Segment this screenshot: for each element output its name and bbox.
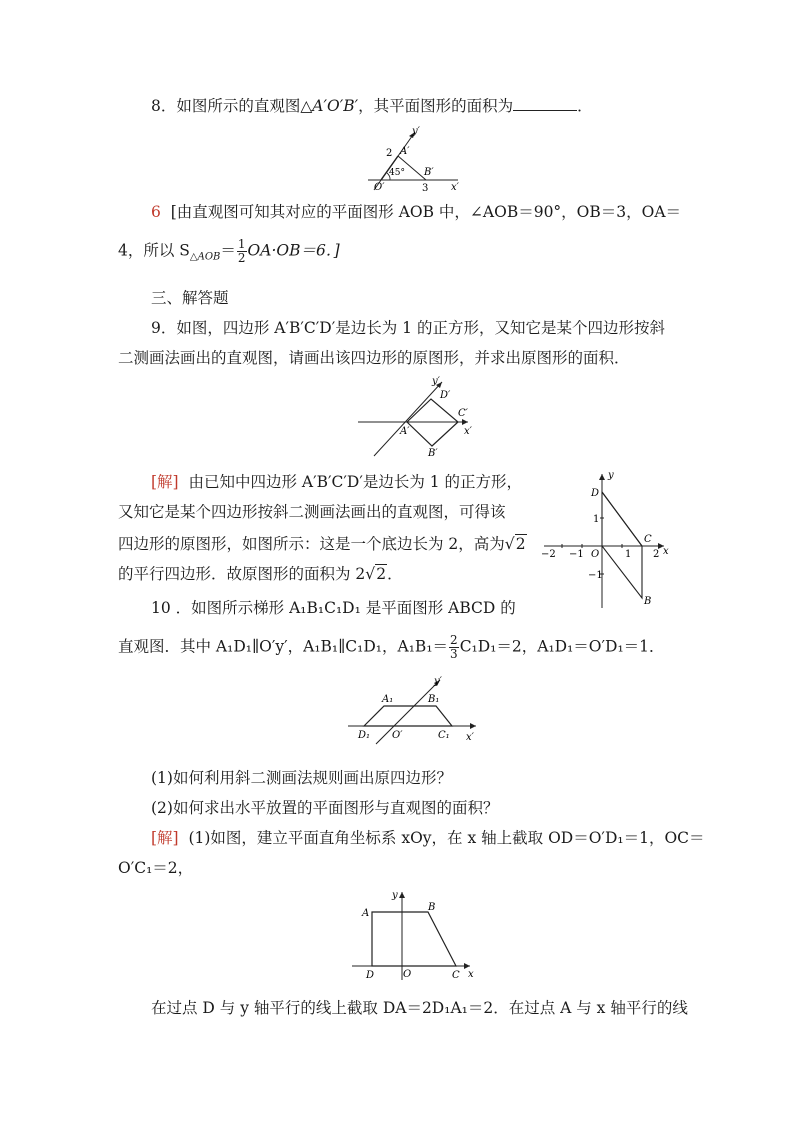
q8-fig-a-label: A′	[400, 146, 410, 157]
q9-solution-line3: 四边形的原图形，如图所示：这是一个底边长为 2，高为√2	[118, 535, 526, 553]
q8-solution-line2: 4，所以 $S_{\triangle AOB}=$ $\frac{1}{2}$ OA·OB＝6．]	[118, 237, 340, 265]
q8-figure	[360, 126, 470, 192]
q10-solution-line3: 在过点 D 与 y 轴平行的线上截取 DA＝2D₁A₁＝2．在过点 A 与 x 轴平行的线	[151, 999, 688, 1017]
q8-fig-y-label: y′	[412, 126, 420, 137]
q10-fig-x-label: x′	[466, 732, 474, 743]
q9-sol-fig-1-label: 1	[593, 514, 600, 525]
q9-solution-line4: 的平行四边形．故原图形的面积为 2√2．	[118, 565, 403, 583]
q8-fig-o-label: O′	[374, 182, 385, 193]
q10-sol-fig-x-label: x	[468, 969, 474, 980]
q10-figure	[344, 674, 484, 746]
q9-fig-b-label: B′	[428, 448, 438, 459]
q10-fig-o-label: O′	[392, 730, 403, 741]
q9-sol-fig-p1-label: 1	[625, 549, 632, 560]
q10-stem-line2: 直观图．其中 A₁D₁∥O′y′，A₁B₁∥C₁D₁，A₁B₁＝ $\frac{2}{3}$ C₁D₁＝2，A₁D₁＝O′D₁＝1．	[118, 633, 665, 661]
fraction-half: $\frac{1}{2}$	[237, 237, 246, 265]
q10-fig-d-label: D₁	[358, 730, 371, 741]
q10-solution-figure	[346, 886, 480, 982]
q10-sol-fig-d-label: D	[366, 970, 375, 981]
q10-sol-fig-y-label: y	[392, 890, 398, 901]
q9-stem-line1: 9．如图，四边形 A′B′C′D′是边长为 1 的正方形，又知它是某个四边形按斜	[151, 319, 665, 337]
q8-number: 8．	[151, 97, 177, 115]
q10-sol-fig-a-label: A	[362, 908, 370, 919]
q9-sol-fig-m1-label: −1	[569, 549, 584, 560]
q10-fig-a-label: A₁	[382, 694, 394, 705]
q9-solution-tag: [解]	[151, 473, 179, 491]
sqrt-symbol: √2	[504, 535, 526, 553]
q9-solution-line2: 又知它是某个四边形按斜二测画法画出的直观图，可得该	[118, 503, 506, 521]
q10-fig-y-label: y′	[434, 676, 442, 687]
q9-sol-fig-m2-label: −2	[541, 549, 556, 560]
q10-solution-tag: [解]	[151, 829, 179, 847]
q9-solution-figure	[538, 466, 674, 612]
q9-fig-c-label: C′	[458, 408, 468, 419]
q10-sol-fig-c-label: C	[452, 970, 460, 981]
q9-sol-fig-x-label: x	[663, 546, 669, 557]
q10-sol-fig-o-label: O	[403, 969, 412, 980]
q9-sol-fig-c-label: C	[644, 534, 652, 545]
q8-solution-line1: 6 [由直观图可知其对应的平面图形 AOB 中，∠AOB＝90°，OB＝3，OA＝	[151, 203, 682, 221]
q9-sol-fig-p2-label: 2	[653, 549, 660, 560]
q8-fig-2-label: 2	[386, 148, 393, 159]
q8-fig-x-label: x′	[451, 182, 459, 193]
q10-stem-line1: 10 ．如图所示梯形 A₁B₁C₁D₁ 是平面图形 ABCD 的	[151, 599, 516, 617]
q10-sol-fig-b-label: B	[428, 902, 436, 913]
q9-fig-d-label: D′	[440, 390, 451, 401]
sqrt-symbol: √2	[365, 565, 387, 583]
q10-fig-b-label: B₁	[428, 694, 440, 705]
q8-stem: 8．如图所示的直观图△A′O′B′，其平面图形的面积为 ．	[151, 97, 593, 115]
q9-stem-line2: 二测画法画出的直观图，请画出该四边形的原图形，并求出原图形的面积．	[118, 349, 630, 367]
q9-fig-a-label: A′	[400, 426, 410, 437]
q10-solution-line1: [解] (1)如图，建立平面直角坐标系 xOy，在 x 轴上截取 OD＝O′D₁＝1，OC＝	[151, 829, 705, 847]
q9-fig-y-label: y′	[432, 376, 440, 387]
q9-fig-x-label: x′	[464, 426, 472, 437]
answer-blank	[513, 96, 577, 111]
q8-fig-3-label: 3	[422, 183, 429, 194]
q10-fig-c-label: C₁	[438, 730, 450, 741]
q10-solution-line2: O′C₁＝2，	[118, 859, 194, 877]
section-title: 三、解答题	[151, 289, 229, 307]
q10-sub-question-2: (2)如何求出水平放置的平面图形与直观图的面积？	[151, 799, 499, 817]
fraction-two-thirds: $\frac{2}{3}$	[450, 633, 458, 661]
q9-sol-fig-d-label: D	[591, 488, 600, 499]
q9-sol-fig-b-label: B	[644, 596, 652, 607]
q8-fig-b-label: B′	[424, 167, 434, 178]
q8-answer: 6	[151, 203, 161, 221]
q9-sol-fig-y-label: y	[608, 470, 614, 481]
q9-sol-fig-o-label: O	[591, 549, 600, 560]
q10-sub-question-1: (1)如何利用斜二测画法规则画出原四边形？	[151, 769, 452, 787]
q9-solution-line1: [解] 由已知中四边形 A′B′C′D′是边长为 1 的正方形，	[151, 473, 523, 491]
q9-figure	[352, 372, 482, 460]
q8-fig-angle-label: 45°	[389, 168, 405, 178]
q9-sol-fig-mone-label: −1	[588, 570, 603, 581]
